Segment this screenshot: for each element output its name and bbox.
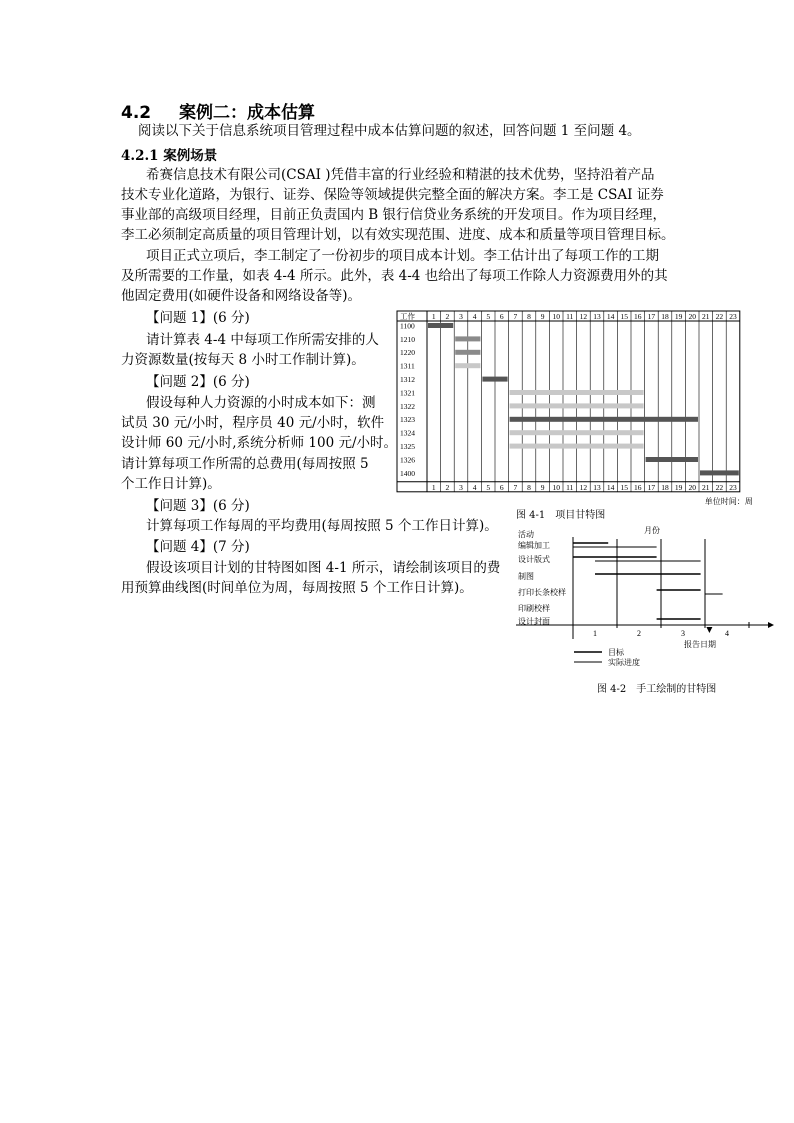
gantt-week-label: 1	[431, 312, 436, 321]
gantt-week-label: 14	[606, 482, 615, 492]
section-heading	[121, 98, 315, 123]
gantt-week-label: 16	[634, 312, 642, 321]
legend-label: 目标	[608, 648, 624, 657]
gantt-task-bar	[510, 403, 644, 408]
gantt-week-label: 20	[688, 482, 696, 492]
report-date-marker	[706, 627, 712, 633]
month-label: 4	[725, 629, 729, 638]
gantt-week-label: 21	[702, 482, 710, 492]
gantt-task-label: 1324	[400, 428, 415, 438]
gantt-header-label: 工作	[400, 312, 415, 321]
activity-label: 制图	[518, 572, 534, 581]
question-1-line: 力资源数量(按每天 8 小时工作制计算)。	[121, 352, 365, 368]
gantt-task-label: 1322	[400, 401, 415, 411]
gantt-task-bar	[700, 470, 739, 475]
question-4-line: 用预算曲线图(时间单位为周，每周按照 5 个工作日计算)。	[121, 580, 473, 596]
gantt-week-label: 11	[566, 312, 574, 321]
question-2-line: 假设每种人力资源的小时成本如下：测	[146, 395, 376, 411]
gantt-task-label: 1312	[400, 374, 415, 384]
figure-4-2-caption: 图 4-2 手工绘制的甘特图	[597, 684, 717, 695]
month-label: 1	[593, 629, 597, 638]
gantt-week-label: 21	[702, 312, 710, 321]
gantt-week-label: 5	[486, 482, 491, 492]
gantt-week-label: 8	[527, 312, 531, 321]
gantt-week-label: 8	[527, 482, 531, 492]
gantt-week-label: 15	[620, 482, 628, 492]
gantt-task-bar	[455, 336, 480, 341]
activity-label: 编辑加工	[518, 541, 550, 550]
figure-4-1-caption: 图 4-1 项目甘特图	[516, 510, 606, 521]
gantt-task-label: 1311	[400, 361, 415, 371]
question-4-line: 假设该项目计划的甘特图如图 4-1 所示，请绘制该项目的费	[146, 560, 501, 576]
gantt-week-label: 4	[472, 482, 477, 492]
question-1-title: 【问题 1】(6 分)	[146, 310, 250, 326]
gantt-week-label: 2	[445, 312, 450, 321]
gantt-week-label: 2	[445, 482, 450, 492]
section-number: 4.2	[121, 103, 152, 123]
gantt-task-bar	[646, 457, 698, 462]
gantt-week-label: 17	[647, 482, 656, 492]
question-2-line: 设计师 60 元/小时,系统分析师 100 元/小时。	[121, 435, 397, 451]
gantt-week-label: 6	[499, 482, 504, 492]
gantt-task-bar	[510, 417, 698, 422]
hand-drawn-gantt-chart	[512, 524, 774, 696]
gantt-week-label: 12	[579, 482, 588, 492]
gantt-task-bar	[455, 350, 480, 355]
gantt-task-label: 1326	[400, 455, 415, 465]
activity-label: 打印长条校样	[518, 588, 566, 597]
activity-label: 设计封面	[518, 617, 550, 626]
gantt-week-label: 9	[540, 312, 545, 321]
gantt-week-label: 9	[540, 482, 545, 492]
activity-label: 设计版式	[518, 555, 550, 564]
project-gantt-chart	[394, 309, 753, 521]
x-axis-arrow	[768, 622, 774, 628]
gantt-week-label: 7	[513, 312, 518, 321]
gantt-week-label: 10	[552, 482, 560, 492]
gantt-week-label: 23	[729, 312, 737, 321]
report-date-label: 报告日期	[684, 640, 716, 649]
gantt-task-label: 1321	[400, 388, 415, 398]
gantt-week-label: 15	[620, 312, 628, 321]
gantt-week-label: 17	[647, 312, 656, 321]
question-3-line: 计算每项工作每周的平均费用(每周按照 5 个工作日计算)。	[146, 518, 498, 534]
gantt-task-label: 1323	[400, 415, 415, 425]
paragraph-line: 及所需要的工作量，如表 4-4 所示。此外，表 4-4 也给出了每项工作除人力资源费用外的其	[121, 268, 668, 284]
subsection-title: 案例场景	[163, 148, 218, 164]
gantt-task-bar	[455, 363, 480, 368]
gantt-week-label: 12	[579, 312, 588, 321]
gantt-week-label: 22	[715, 312, 724, 321]
gantt-task-label: 1220	[400, 348, 415, 358]
gantt-week-label: 18	[661, 312, 669, 321]
gantt-week-label: 19	[674, 312, 683, 321]
question-2-title: 【问题 2】(6 分)	[146, 374, 250, 390]
gantt-task-bar	[510, 390, 644, 395]
activity-label: 印刷校样	[518, 604, 550, 613]
subsection-heading	[121, 144, 217, 164]
section-title: 案例二：成本估算	[178, 103, 315, 123]
paragraph-line: 李工必须制定高质量的项目管理计划，以有效实现范围、进度、成本和质量等项目管理目标。	[121, 227, 675, 243]
gantt-week-label: 10	[552, 312, 560, 321]
gantt-week-label: 13	[593, 312, 601, 321]
paragraph-line: 希赛信息技术有限公司(CSAI )凭借丰富的行业经验和精湛的技术优势，坚持沿着产品	[146, 167, 655, 183]
gantt-week-label: 23	[729, 482, 737, 492]
question-2-line: 试员 30 元/小时，程序员 40 元/小时，软件	[121, 415, 385, 431]
gantt-week-label: 5	[486, 312, 491, 321]
gantt-task-label: 1100	[400, 321, 415, 331]
paragraph-line: 技术专业化道路，为银行、证券、保险等领域提供完整全面的解决方案。李工是 CSAI 证券	[121, 187, 664, 203]
paragraph-line: 他固定费用(如硬件设备和网络设备等)。	[121, 288, 362, 304]
gantt-week-label: 18	[661, 482, 669, 492]
gantt-week-label: 1	[431, 482, 436, 492]
subsection-number: 4.2.1	[121, 148, 159, 164]
question-1-line: 请计算表 4-4 中每项工作所需安排的人	[146, 332, 379, 348]
intro-text: 阅读以下关于信息系统项目管理过程中成本估算问题的叙述，回答问题 1 至问题 4。	[138, 123, 641, 139]
gantt-week-label: 4	[472, 312, 477, 321]
gantt-week-label: 7	[513, 482, 518, 492]
gantt-week-label: 20	[688, 312, 696, 321]
gantt-week-label: 11	[566, 482, 574, 492]
question-2-line: 请计算每项工作所需的总费用(每周按照 5	[121, 456, 369, 472]
gantt-task-label: 1325	[400, 441, 415, 451]
gantt-frame	[397, 311, 740, 492]
gantt-week-label: 16	[634, 482, 642, 492]
question-4-title: 【问题 4】(7 分)	[146, 539, 250, 555]
gantt-week-label: 3	[459, 482, 463, 492]
legend-label: 实际进度	[608, 658, 640, 667]
gantt-week-label: 14	[606, 312, 615, 321]
gantt-week-label: 13	[593, 482, 601, 492]
gantt-task-bar	[428, 323, 453, 328]
paragraph-line: 事业部的高级项目经理，目前正负责国内 B 银行信贷业务系统的开发项目。作为项目经理，	[121, 207, 667, 223]
gantt-task-bar	[482, 377, 507, 382]
month-label: 2	[637, 629, 641, 638]
gantt-week-label: 3	[459, 312, 463, 321]
gantt-week-label: 22	[715, 482, 724, 492]
gantt-task-label: 1210	[400, 334, 415, 344]
gantt-task-bar	[510, 430, 644, 435]
activity-header: 活动	[518, 530, 534, 539]
month-label: 3	[681, 629, 685, 638]
gantt-task-label: 1400	[400, 468, 415, 478]
question-3-title: 【问题 3】(6 分)	[146, 498, 250, 514]
question-2-line: 个工作日计算)。	[121, 476, 221, 492]
month-header: 月份	[644, 526, 660, 535]
gantt-week-label: 6	[499, 312, 504, 321]
gantt-task-bar	[510, 444, 644, 449]
gantt-week-label: 19	[674, 482, 683, 492]
paragraph-line: 项目正式立项后，李工制定了一份初步的项目成本计划。李工估计出了每项工作的工期	[146, 248, 659, 264]
gantt-unit-label: 单位时间：周	[704, 496, 753, 506]
